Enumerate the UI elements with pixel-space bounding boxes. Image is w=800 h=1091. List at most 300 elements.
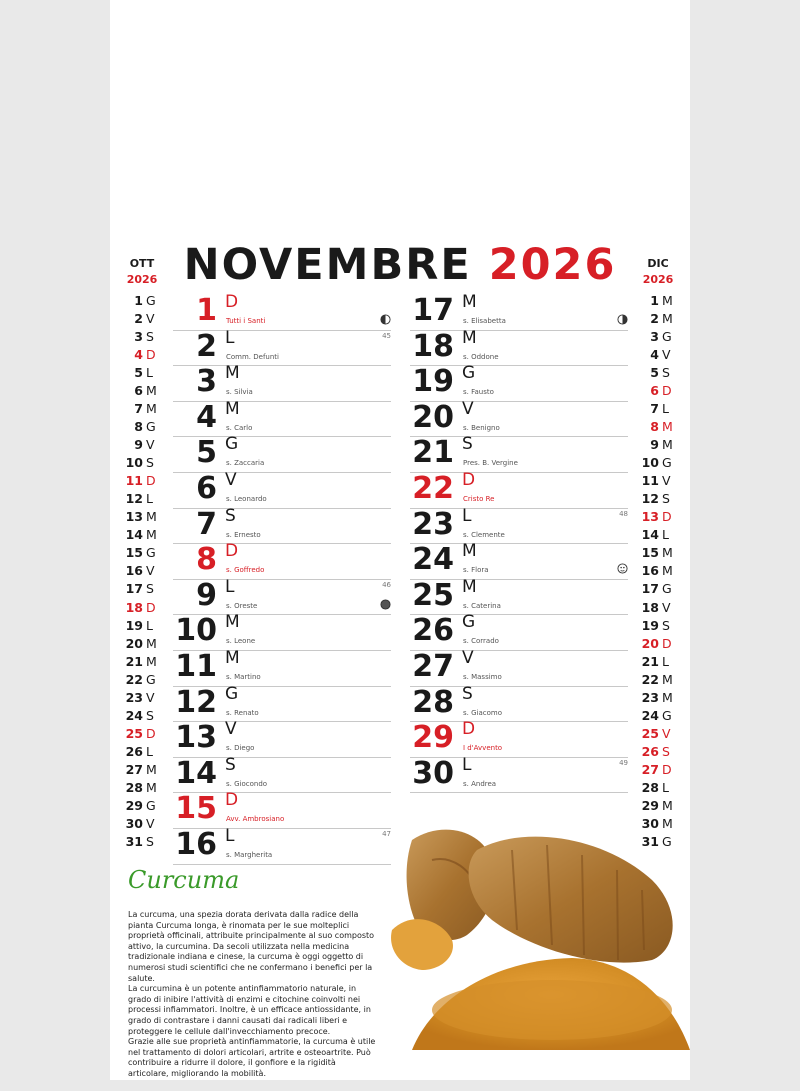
side-day: [633, 329, 683, 347]
side-day-number: 4: [650, 347, 659, 363]
side-day-number: 6: [650, 383, 659, 399]
side-day-number: 20: [125, 635, 143, 651]
side-day-letter: M: [662, 293, 673, 308]
side-day: [117, 744, 167, 762]
side-day-number: 19: [641, 617, 659, 633]
day-number: 21: [412, 435, 454, 471]
side-day-number: 20: [641, 635, 659, 651]
side-day-letter: V: [662, 599, 671, 615]
side-day-number: 30: [641, 815, 659, 831]
day-row: [173, 754, 391, 794]
day-number: 23: [412, 506, 454, 542]
side-day-letter: V: [146, 437, 155, 453]
side-day-letter: G: [146, 293, 156, 308]
side-day-letter: D: [146, 473, 156, 489]
side-day-number: 22: [641, 671, 659, 687]
side-day: [117, 329, 167, 347]
day-number: 22: [412, 471, 454, 506]
saint-name: Cristo Re: [463, 495, 495, 503]
side-day-letter: S: [146, 581, 154, 597]
feature-text: [128, 910, 378, 1080]
side-day: [633, 581, 683, 599]
day-number: 18: [412, 328, 454, 364]
day-number: 5: [196, 435, 217, 471]
saint-name: s. Zaccaria: [226, 459, 265, 468]
side-day: [117, 311, 167, 329]
weekday-letter: S: [225, 505, 236, 526]
day-number: 15: [175, 791, 217, 827]
week-number: 45: [382, 331, 391, 340]
side-day: [117, 365, 167, 383]
side-day-number: 13: [641, 509, 659, 525]
day-number: 16: [175, 827, 217, 862]
side-day: [633, 383, 683, 401]
full-moon-icon: [617, 559, 628, 570]
side-day-letter: M: [662, 689, 673, 705]
side-day: [633, 509, 683, 527]
day-row: [173, 294, 391, 331]
side-day-letter: M: [146, 761, 157, 777]
day-row: [173, 792, 391, 829]
saint-name: s. Renato: [226, 708, 259, 717]
day-number: 19: [412, 364, 454, 400]
side-day: [117, 527, 167, 545]
side-day-letter: D: [146, 599, 156, 615]
saint-name: s. Caterina: [463, 601, 501, 610]
weekday-letter: L: [225, 327, 235, 348]
side-day-letter: L: [662, 401, 669, 417]
side-day-number: 24: [125, 707, 143, 723]
side-day: [633, 527, 683, 545]
next-month-name: DIC: [647, 257, 669, 270]
side-day: [633, 708, 683, 726]
side-day-letter: M: [146, 653, 157, 669]
weekday-letter: M: [225, 612, 240, 633]
side-day: [117, 473, 167, 491]
week-number: 46: [382, 580, 391, 589]
side-day: [633, 780, 683, 798]
side-day-number: 2: [134, 311, 143, 327]
day-row: [410, 576, 628, 616]
side-day-letter: G: [146, 545, 156, 561]
weekday-letter: D: [225, 292, 239, 312]
side-day-letter: L: [662, 779, 669, 795]
side-day: [117, 654, 167, 672]
side-day: [117, 401, 167, 419]
side-day: [633, 636, 683, 654]
side-day-number: 8: [134, 419, 143, 435]
day-number: 13: [175, 720, 217, 756]
day-row: [173, 398, 391, 438]
side-day-letter: G: [662, 833, 672, 849]
side-day-number: 31: [125, 833, 143, 849]
saint-name: s. Leonardo: [226, 495, 267, 503]
calendar-title: [110, 240, 690, 300]
side-day-number: 17: [641, 581, 659, 597]
side-day-letter: G: [662, 329, 672, 345]
weekday-letter: S: [462, 434, 473, 455]
side-day-number: 2: [650, 311, 659, 327]
side-day-number: 11: [125, 473, 143, 489]
side-day-number: 15: [641, 545, 659, 561]
side-day-letter: L: [146, 365, 153, 381]
side-day-number: 8: [650, 419, 659, 435]
weekday-letter: V: [462, 648, 474, 668]
side-day-letter: G: [146, 419, 156, 435]
side-day-letter: D: [662, 635, 672, 651]
side-day-number: 19: [125, 617, 143, 633]
weekday-letter: L: [462, 505, 472, 526]
weekday-letter: M: [462, 541, 477, 562]
side-day-number: 21: [641, 653, 659, 669]
side-day: [633, 726, 683, 744]
side-day-letter: M: [146, 779, 157, 795]
day-number: 20: [412, 399, 454, 435]
day-number: 14: [175, 755, 217, 791]
side-day-letter: M: [662, 545, 673, 561]
side-day: [117, 798, 167, 816]
side-day-number: 12: [641, 491, 659, 507]
day-number: 9: [196, 577, 217, 613]
day-row: [173, 472, 391, 509]
day-number: 2: [196, 328, 217, 364]
side-day: [633, 563, 683, 581]
saint-name: s. Oddone: [463, 352, 499, 361]
side-day-letter: M: [662, 671, 673, 687]
side-day-number: 25: [125, 725, 143, 741]
side-day: [117, 672, 167, 690]
side-day-letter: M: [146, 383, 157, 399]
day-row: [410, 398, 628, 438]
side-day: [633, 762, 683, 780]
weekday-letter: M: [462, 292, 477, 312]
weekday-letter: M: [462, 576, 477, 597]
side-day: [633, 401, 683, 419]
side-day: [117, 618, 167, 636]
weekday-letter: S: [225, 754, 236, 775]
side-day-letter: M: [662, 419, 673, 435]
day-number: 7: [196, 506, 217, 542]
saint-name: Pres. B. Vergine: [463, 459, 518, 468]
side-day-number: 28: [641, 779, 659, 795]
day-row: [410, 683, 628, 723]
day-row: [173, 614, 391, 651]
side-day: [633, 618, 683, 636]
saint-name: s. Carlo: [226, 423, 253, 432]
weekday-letter: M: [462, 327, 477, 348]
day-number: 1: [196, 293, 217, 328]
side-day-letter: S: [662, 743, 670, 759]
prev-month-year: 2026: [126, 273, 158, 286]
side-day-number: 16: [125, 563, 143, 579]
side-day-letter: D: [662, 509, 672, 525]
saint-name: s. Clemente: [463, 530, 505, 539]
day-number: 25: [412, 577, 454, 613]
day-number: 29: [412, 720, 454, 756]
side-day: [117, 780, 167, 798]
day-number: 27: [412, 649, 454, 684]
side-day-number: 10: [641, 455, 659, 471]
side-day-number: 26: [641, 743, 659, 759]
side-day-letter: M: [662, 797, 673, 813]
side-day-number: 23: [125, 689, 143, 705]
saint-name: s. Elisabetta: [463, 317, 506, 325]
day-number: 24: [412, 542, 454, 578]
saint-name: Tutti i Santi: [226, 317, 266, 325]
side-day-letter: S: [146, 833, 154, 849]
side-day-number: 9: [650, 437, 659, 453]
day-number: 28: [412, 684, 454, 720]
side-day-letter: G: [662, 707, 672, 723]
side-day: [117, 581, 167, 599]
weekday-letter: L: [462, 754, 472, 775]
side-day-number: 11: [641, 473, 659, 489]
day-row: [173, 327, 391, 367]
side-day: [117, 816, 167, 834]
side-day-letter: D: [146, 725, 156, 741]
turmeric-photo: [372, 810, 690, 1055]
side-day-number: 17: [125, 581, 143, 597]
weekday-letter: D: [462, 470, 476, 490]
side-day-number: 10: [125, 455, 143, 471]
side-day-letter: S: [146, 329, 154, 345]
side-day-letter: V: [146, 689, 155, 705]
side-day: [117, 636, 167, 654]
day-row: [410, 294, 628, 331]
day-row: [173, 436, 391, 473]
saint-name: s. Margherita: [226, 851, 273, 859]
side-day-letter: S: [146, 455, 154, 471]
saint-name: s. Massimo: [463, 673, 502, 681]
weekday-letter: V: [462, 398, 474, 419]
feature-paragraph: La curcuma, una spezia dorata derivata dalla radice della pianta Curcuma longa, è rinomata per le sue molteplici proprietà officinali, attribuite principalmente al suo composto attivo, la curcumina. Da secoli utilizzata nella medicina tradizionale indiana e cinese, la curcuma è oggi oggetto di numerosi studi scientifici che ne confermano i benefici per la salute.: [128, 910, 375, 983]
side-day-number: 24: [641, 707, 659, 723]
day-row: [410, 472, 628, 509]
side-day-number: 3: [134, 329, 143, 345]
side-day-letter: S: [662, 365, 670, 381]
side-day: [117, 347, 167, 365]
day-number: 26: [412, 613, 454, 649]
side-day: [633, 293, 683, 311]
day-number: 10: [175, 613, 217, 649]
side-day-number: 15: [125, 545, 143, 561]
side-day-number: 23: [641, 689, 659, 705]
side-day-letter: M: [146, 527, 157, 543]
saint-name: s. Flora: [463, 566, 489, 575]
side-day-number: 16: [641, 563, 659, 579]
day-row: [410, 614, 628, 651]
side-day: [117, 690, 167, 708]
side-day-letter: M: [146, 509, 157, 525]
weekday-letter: G: [225, 434, 239, 455]
side-day: [633, 672, 683, 690]
side-day-letter: L: [662, 527, 669, 543]
side-day-letter: D: [662, 761, 672, 777]
side-day-number: 28: [125, 779, 143, 795]
side-day-number: 22: [125, 671, 143, 687]
month-name: NOVEMBRE: [183, 240, 472, 290]
side-day: [633, 654, 683, 672]
day-number: 8: [196, 542, 217, 578]
side-day: [633, 600, 683, 618]
day-row: [173, 505, 391, 545]
side-day: [117, 726, 167, 744]
side-day-letter: M: [662, 815, 673, 831]
saint-name: s. Giacomo: [463, 708, 502, 717]
side-day-letter: S: [146, 707, 154, 723]
weekday-letter: V: [225, 470, 237, 490]
side-day-letter: L: [662, 653, 669, 669]
side-day-number: 14: [125, 527, 143, 543]
side-day-number: 21: [125, 653, 143, 669]
side-day-letter: L: [146, 617, 153, 633]
day-row: [173, 543, 391, 580]
weekday-letter: G: [225, 683, 239, 704]
side-day-letter: G: [662, 455, 672, 471]
week-number: 48: [619, 509, 628, 518]
side-day-number: 5: [650, 365, 659, 381]
side-day: [633, 347, 683, 365]
side-day: [633, 545, 683, 563]
side-day-number: 29: [641, 797, 659, 813]
side-day: [633, 744, 683, 762]
next-month-year: 2026: [642, 273, 674, 286]
saint-name: s. Ernesto: [226, 530, 261, 539]
side-day-number: 1: [650, 293, 659, 308]
weekday-letter: S: [462, 683, 473, 704]
side-day-letter: S: [662, 617, 670, 633]
side-day-number: 12: [125, 491, 143, 507]
day-row: [410, 365, 628, 402]
side-day-letter: V: [146, 815, 155, 831]
side-day-letter: V: [662, 725, 671, 741]
side-day: [633, 455, 683, 473]
saint-name: Comm. Defunti: [226, 352, 279, 361]
side-day-letter: G: [662, 581, 672, 597]
side-day-number: 3: [650, 329, 659, 345]
day-number: 3: [196, 364, 217, 400]
day-row: [173, 683, 391, 723]
weekday-letter: M: [225, 648, 240, 668]
side-day-number: 14: [641, 527, 659, 543]
side-day: [117, 834, 167, 852]
side-day: [633, 419, 683, 437]
saint-name: s. Martino: [226, 673, 261, 681]
side-day: [117, 708, 167, 726]
side-day-letter: D: [662, 383, 672, 399]
day-row: [410, 721, 628, 758]
day-number: 6: [196, 471, 217, 506]
weekday-letter: L: [225, 576, 235, 597]
weekday-letter: D: [225, 541, 239, 562]
side-day-number: 27: [125, 761, 143, 777]
side-day: [117, 455, 167, 473]
weekday-letter: D: [462, 719, 476, 740]
first-quarter-moon-icon: [617, 310, 628, 321]
side-day-letter: M: [662, 311, 673, 327]
side-day: [117, 383, 167, 401]
weekday-letter: D: [225, 790, 239, 811]
side-day-letter: M: [146, 401, 157, 417]
side-day: [633, 437, 683, 455]
side-day-number: 25: [641, 725, 659, 741]
day-row: [410, 505, 628, 545]
side-day: [117, 600, 167, 618]
saint-name: s. Goffredo: [226, 566, 265, 575]
saint-name: s. Leone: [226, 637, 256, 646]
side-day-number: 29: [125, 797, 143, 813]
side-day: [633, 365, 683, 383]
saint-name: s. Benigno: [463, 423, 500, 432]
side-day-number: 7: [650, 401, 659, 417]
weekday-letter: V: [225, 719, 237, 740]
side-day: [633, 491, 683, 509]
side-day: [117, 419, 167, 437]
feature-paragraph: Grazie alle sue proprietà antinfiammatorie, la curcuma è utile nel trattamento di dolori articolari, artrite e osteoartrite. Può contribuire a ridurre il dolore, il gonfiore e la rigidità articolare, migliorando la mobilità.: [128, 1037, 376, 1078]
day-number: 30: [412, 755, 454, 791]
day-row: [410, 543, 628, 580]
side-day-letter: G: [146, 671, 156, 687]
side-day: [633, 473, 683, 491]
side-day-number: 1: [134, 293, 143, 308]
side-day: [117, 762, 167, 780]
side-day-letter: V: [146, 563, 155, 579]
year: 2026: [488, 240, 617, 290]
side-day-letter: V: [146, 311, 155, 327]
side-day-letter: M: [662, 563, 673, 579]
side-day: [117, 437, 167, 455]
saint-name: s. Andrea: [463, 779, 497, 788]
weekday-letter: G: [462, 363, 476, 384]
saint-name: s. Oreste: [226, 601, 258, 610]
side-day: [117, 563, 167, 581]
saint-name: Avv. Ambrosiano: [226, 815, 285, 824]
prev-month-header: [117, 257, 167, 286]
saint-name: I d'Avvento: [463, 744, 503, 753]
side-day-letter: S: [662, 491, 670, 507]
side-day-letter: V: [662, 473, 671, 489]
weekday-letter: M: [225, 363, 240, 384]
side-day-letter: G: [146, 797, 156, 813]
side-day: [117, 491, 167, 509]
saint-name: s. Fausto: [463, 388, 494, 397]
weekday-letter: L: [225, 826, 235, 846]
day-number: 12: [175, 684, 217, 720]
side-day-number: 18: [125, 599, 143, 615]
day-number: 17: [412, 293, 454, 328]
side-day-letter: L: [146, 491, 153, 507]
day-number: 11: [175, 649, 217, 684]
side-day-number: 31: [641, 833, 659, 849]
side-day-number: 6: [134, 383, 143, 399]
side-day-letter: L: [146, 743, 153, 759]
side-day-number: 18: [641, 599, 659, 615]
side-day-letter: M: [146, 635, 157, 651]
side-day-number: 30: [125, 815, 143, 831]
week-number: 47: [382, 830, 391, 838]
side-day-number: 7: [134, 401, 143, 417]
weekday-letter: M: [225, 398, 240, 419]
day-row: [410, 650, 628, 687]
day-row: [173, 365, 391, 402]
saint-name: s. Silvia: [226, 388, 253, 397]
side-day-letter: V: [662, 347, 671, 363]
day-number: 4: [196, 399, 217, 435]
saint-name: s. Diego: [226, 744, 255, 753]
last-quarter-moon-icon: [380, 310, 391, 321]
side-day-number: 27: [641, 761, 659, 777]
day-row: [173, 576, 391, 616]
